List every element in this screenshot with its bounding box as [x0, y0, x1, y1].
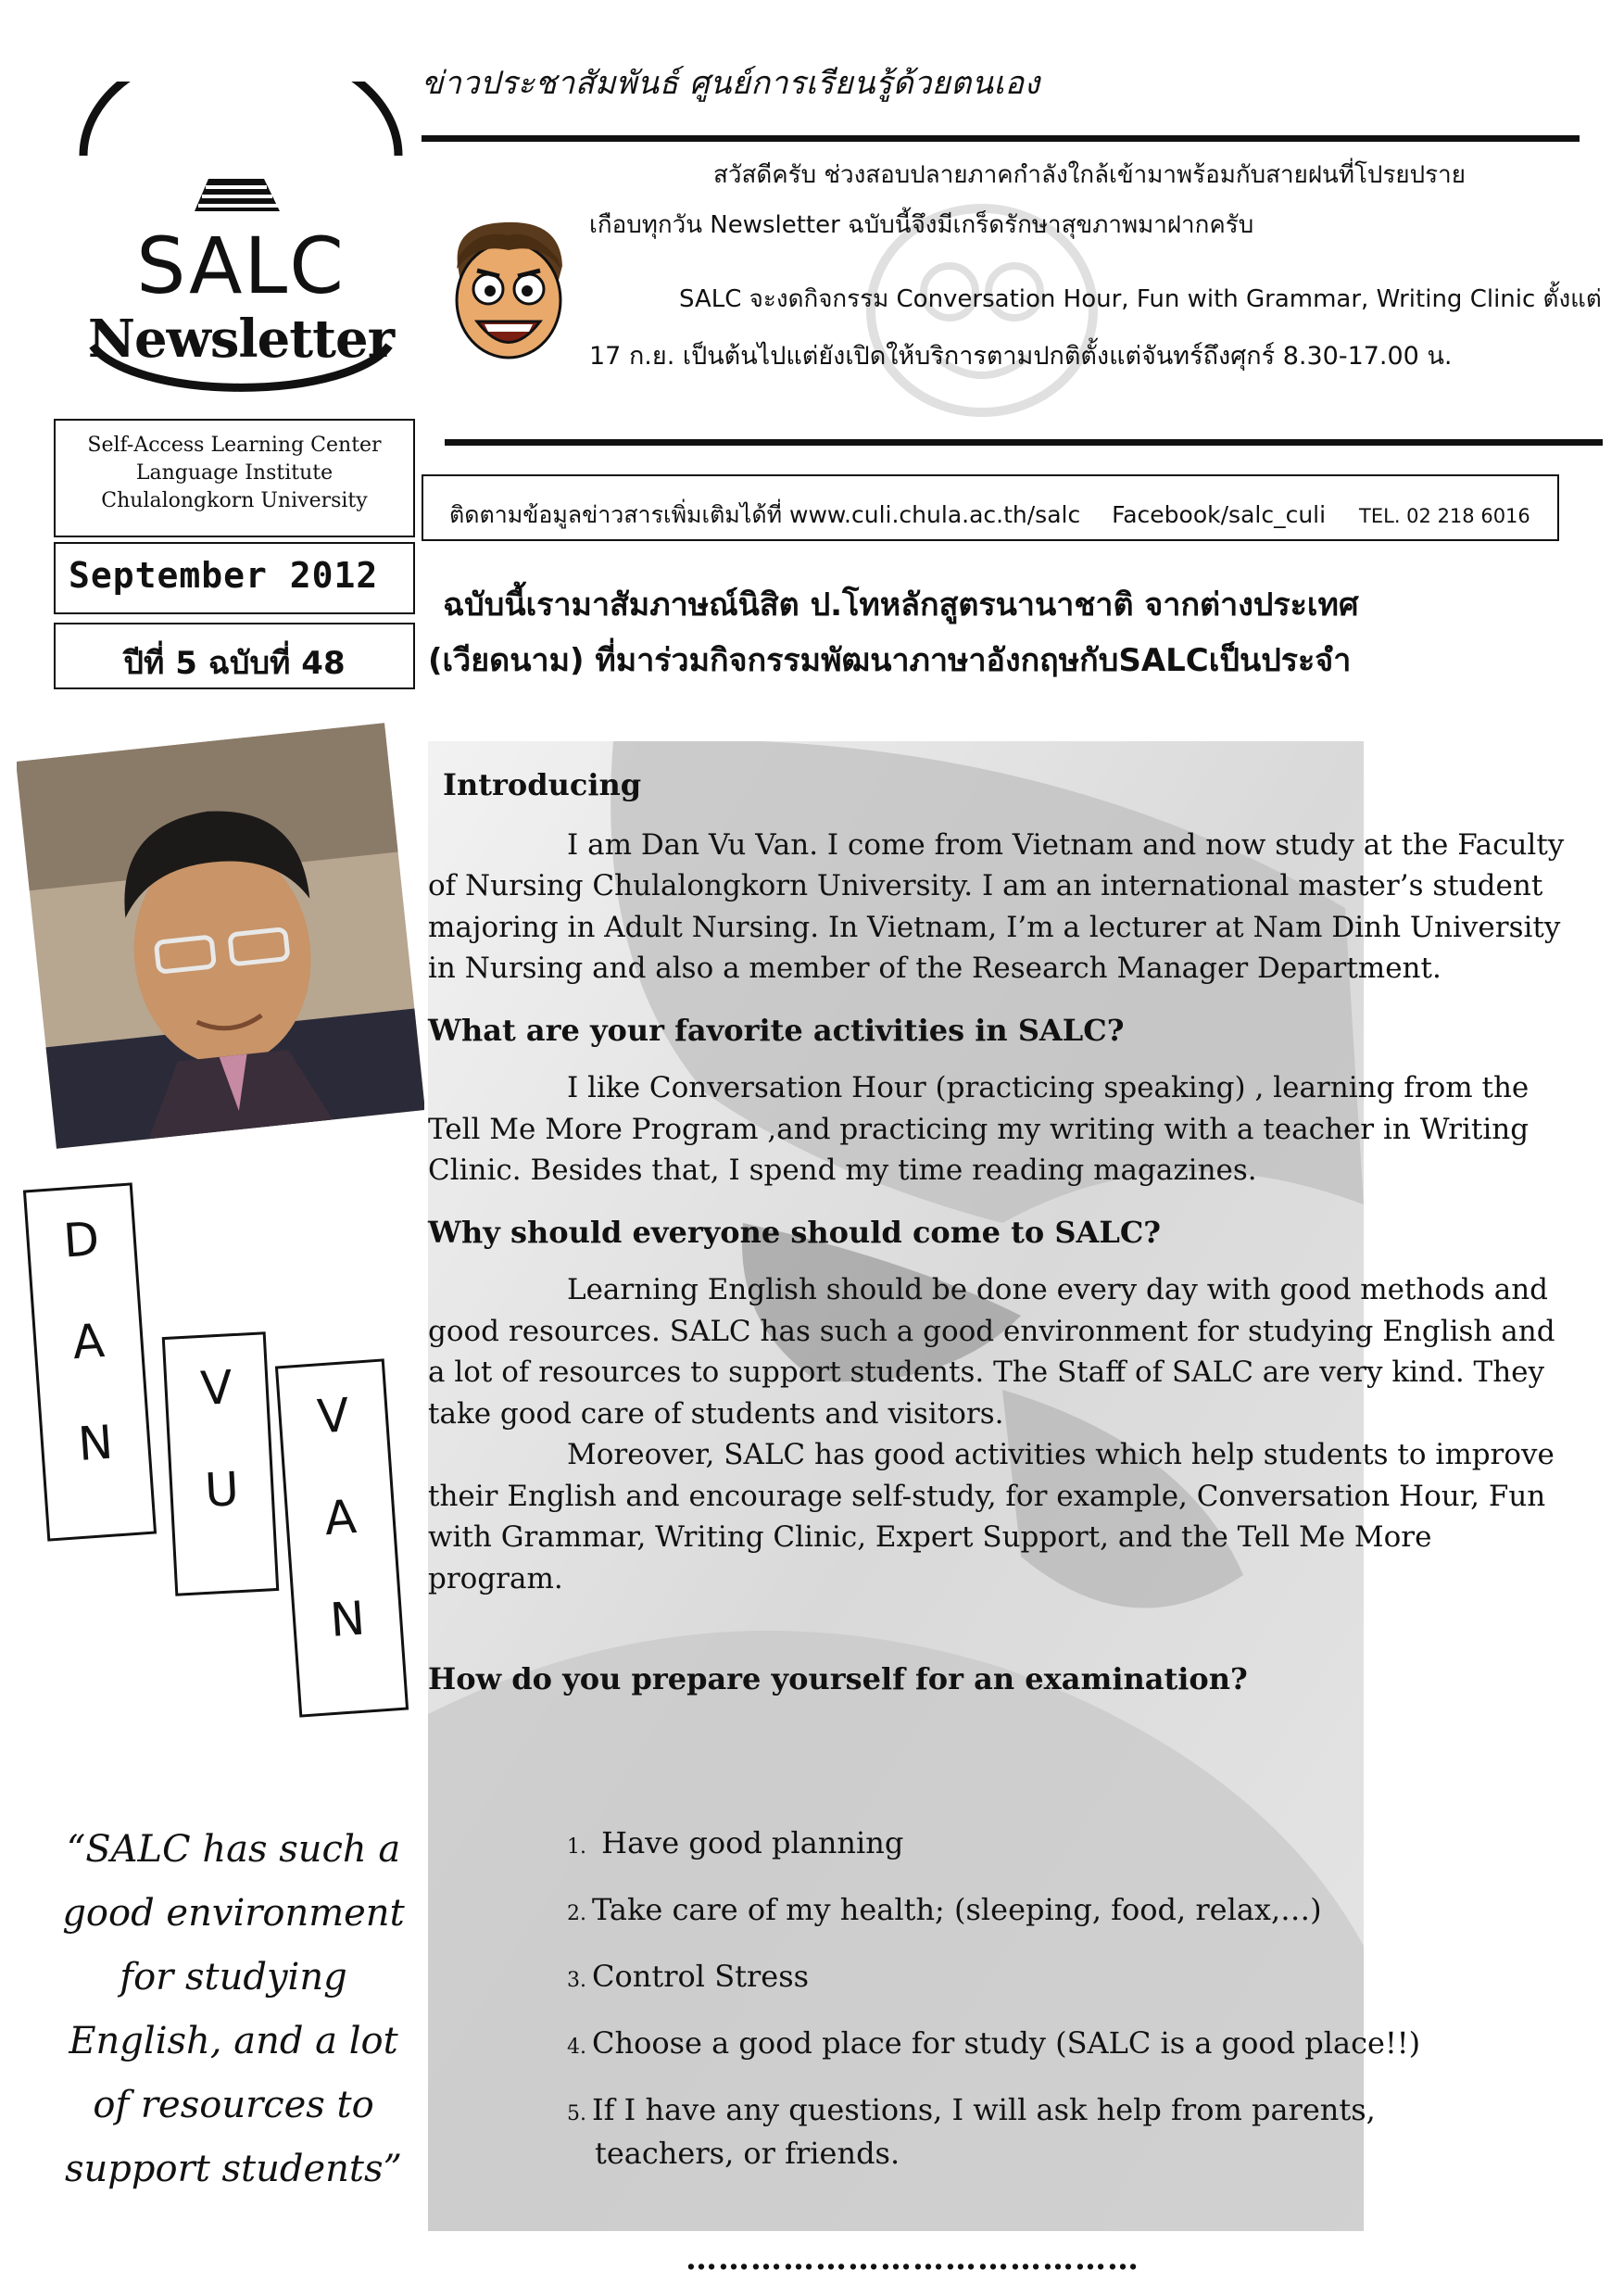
list-text: teachers, or friends. — [595, 2136, 900, 2171]
list-text: Choose a good place for study (SALC is a good place!!) — [592, 2025, 1421, 2061]
quote-line: for studying — [120, 1956, 347, 1999]
cartoon-face-icon — [440, 215, 577, 363]
salc-newsletter-logo — [74, 82, 408, 397]
telephone: TEL. 02 218 6016 — [1359, 505, 1530, 527]
issue-number: ปีที่ 5 ฉบับที่ 48 — [54, 623, 415, 689]
intro-line-4: 17 ก.ย. เป็นต้นไปแต่ยังเปิดให้บริการตามปกติตั้งแต่จันทร์ถึงศุกร์ 8.30-17.00 น. — [589, 342, 1453, 371]
org-line-3: Chulalongkorn University — [101, 489, 368, 512]
card-letter: U — [203, 1462, 241, 1518]
org-line-1: Self-Access Learning Center — [87, 434, 382, 457]
interview-article — [428, 764, 1567, 1700]
card-letter: N — [328, 1591, 367, 1648]
list-item-continuation — [595, 2136, 900, 2171]
footer-dots: …………………………………… — [686, 2240, 1139, 2277]
card-letter: A — [322, 1489, 359, 1546]
list-item — [567, 2092, 1376, 2127]
list-number: 1. — [567, 1835, 586, 1859]
list-number: 2. — [567, 1902, 586, 1925]
lead-line-2: (เวียดนาม) ที่มาร่วมกิจกรรมพัฒนาภาษาอังกฤษกับSALCเป็นประจำ — [428, 642, 1352, 679]
list-item — [567, 1959, 809, 1994]
heading-why-come: Why should everyone should come to SALC? — [428, 1214, 1162, 1250]
thai-header-title: ข่าวประชาสัมพันธ์ ศูนย์การเรียนรู้ด้วยตนเอง — [422, 65, 1040, 102]
intro-line-2: เกือบทุกวัน Newsletter ฉบับนี้จึงมีเกร็ดรักษาสุขภาพมาฝากครับ — [589, 211, 1254, 239]
intro-paragraph: I am Dan Vu Van. I come from Vietnam and now study at the Faculty of Nursing Chulalongkorn University. I am an international master’s student majoring in Adult Nursing. In Vietnam, I’m a lecturer at Nam Dinh University in Nursing and also a member of the Research Manager Department. — [428, 827, 1565, 985]
why-come-paragraph-2: Moreover, SALC has good activities which help students to improve their English and encourage self-study, for example, Conversation Hour, Fun with Grammar, Writing Clinic, Expert Support, and the Tell Me More program. — [428, 1438, 1555, 1595]
follow-text[interactable]: ติดตามข้อมูลข่าวสารเพิ่มเติมได้ที่ www.culi.chula.ac.th/salc — [449, 501, 1081, 528]
follow-info-box — [422, 474, 1559, 541]
name-card-van — [275, 1358, 409, 1717]
card-letter: V — [315, 1388, 351, 1444]
name-card-vu — [162, 1331, 280, 1595]
list-item — [567, 1892, 1322, 1927]
list-item — [567, 2025, 1420, 2061]
list-number: 4. — [567, 2036, 586, 2059]
list-text: Control Stress — [592, 1959, 810, 1994]
quote-line: good environment — [62, 1892, 405, 1935]
favorite-activities-paragraph: I like Conversation Hour (practicing speaking) , learning from the Tell Me More Program ,and practicing my writing with a teacher in Writing Clinic. Besides that, I spend my time reading magazines. — [428, 1071, 1530, 1187]
card-letter: V — [199, 1360, 234, 1416]
facebook-link[interactable]: Facebook/salc_culi — [1112, 501, 1327, 528]
list-number: 3. — [567, 1969, 586, 1992]
list-text: Take care of my health; (sleeping, food, relax,…) — [592, 1892, 1322, 1927]
card-letter: D — [61, 1212, 102, 1268]
card-letter: N — [76, 1415, 115, 1472]
quote-line: of resources to — [93, 2084, 374, 2126]
org-line-2: Language Institute — [135, 461, 334, 485]
intro-line-3: SALC จะงดกิจกรรม Conversation Hour, Fun with Grammar, Writing Clinic ตั้งแต่ — [679, 285, 1602, 313]
issue-date: September 2012 — [54, 542, 415, 614]
heading-introducing: Introducing — [443, 767, 642, 802]
why-come-paragraph-1: Learning English should be done every day with good methods and good resources. SALC has such a good environment for studying English and a lot of resources to support students. The Staff of SALC are very kind. They take good care of students and visitors. — [428, 1273, 1555, 1431]
name-card-dan — [23, 1182, 157, 1541]
card-letter: A — [70, 1313, 107, 1370]
lead-line-1: ฉบับนี้เรามาสัมภาษณ์นิสิต ป.โทหลักสูตรนานาชาติ จากต่างประเทศ — [443, 586, 1359, 624]
list-text: Have good planning — [592, 1825, 904, 1860]
pull-quote — [57, 1818, 409, 2201]
quote-line: English, and a lot — [69, 2020, 398, 2062]
masthead-rule — [445, 439, 1603, 446]
logo-salc-text: SALC — [136, 221, 346, 311]
interviewee-photo — [17, 723, 424, 1149]
heading-exam-prep: How do you prepare yourself for an examination? — [428, 1661, 1248, 1696]
header-rule — [422, 135, 1580, 142]
quote-line: support students” — [65, 2148, 402, 2190]
quote-line: “SALC has such a — [66, 1828, 401, 1871]
list-item — [567, 1825, 903, 1860]
list-text: If I have any questions, I will ask help from parents, — [592, 2092, 1376, 2127]
organization-box — [54, 419, 415, 537]
logo-newsletter-text: Newsletter — [87, 309, 395, 370]
intro-line-1: สวัสดีครับ ช่วงสอบปลายภาคกำลังใกล้เข้ามาพร้อมกับสายฝนที่โปรยปราย — [713, 161, 1466, 189]
list-number: 5. — [567, 2102, 586, 2125]
heading-favorite-activities: What are your favorite activities in SALC? — [428, 1012, 1125, 1048]
